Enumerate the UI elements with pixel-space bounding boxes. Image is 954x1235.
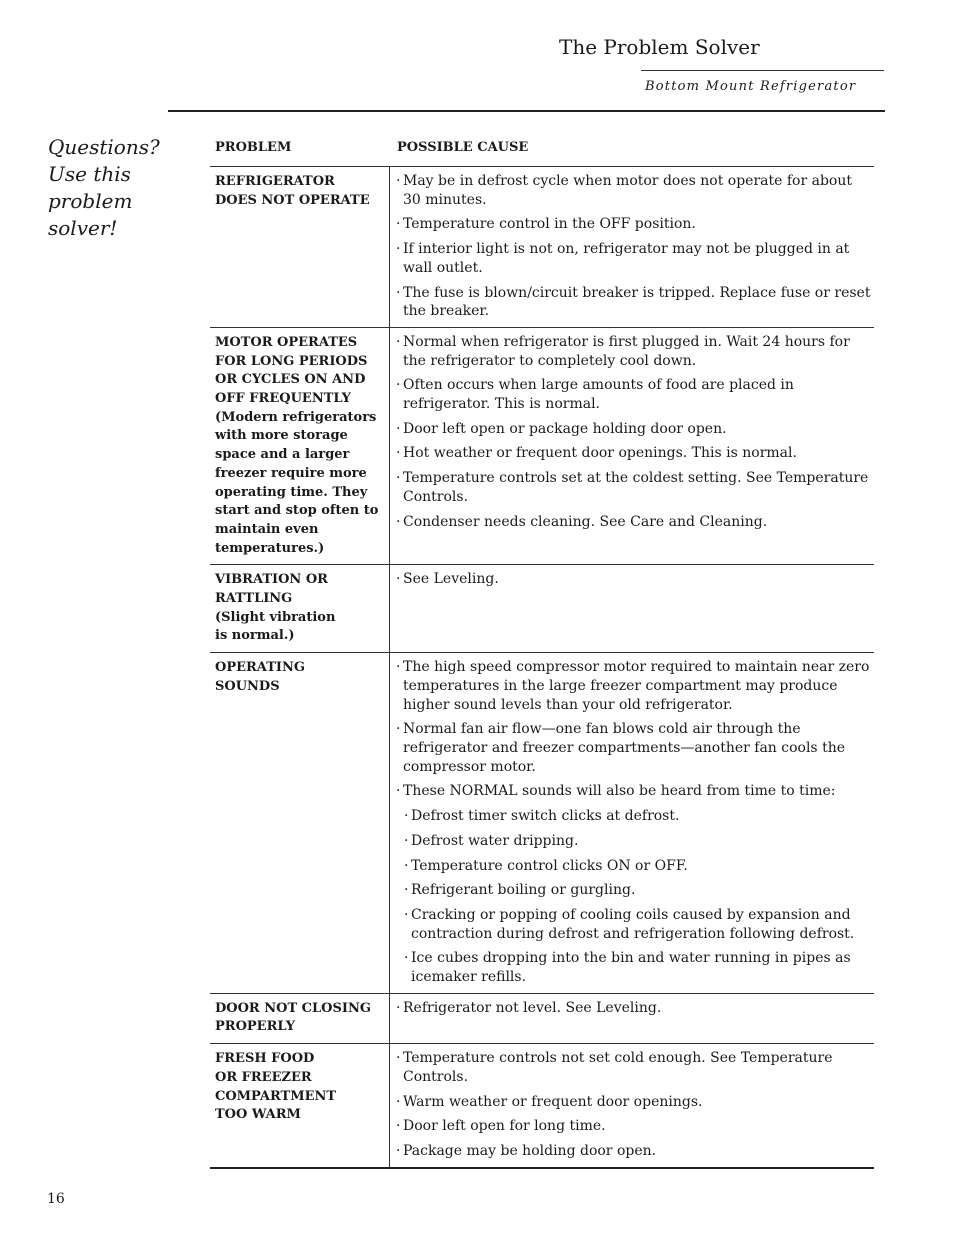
cause-sub-item: · Cracking or popping of cooling coils caused by expansion and contraction during defrost and refrigeration following defrost. bbox=[404, 906, 874, 943]
problem-text: operating time. They bbox=[215, 484, 368, 500]
problem-text: OR CYCLES ON AND bbox=[215, 372, 366, 388]
problem-text: PROPERLY bbox=[215, 1019, 295, 1035]
table-body bbox=[210, 167, 874, 1169]
sidebar-questions-note bbox=[48, 134, 163, 242]
table-header-row bbox=[210, 140, 874, 167]
page-subtitle: Bottom Mount Refrigerator bbox=[645, 79, 857, 94]
table-row bbox=[210, 167, 874, 328]
problem-text: VIBRATION OR bbox=[215, 572, 328, 588]
table-row bbox=[210, 328, 874, 565]
cause-item: · The high speed compressor motor required to maintain near zero temperatures in the large freezer compartment may produce higher sound levels than your old refrigerator. bbox=[396, 658, 874, 714]
cause-sub-item: · Defrost water dripping. bbox=[404, 832, 874, 851]
cause-item: · Normal fan air flow—one fan blows cold air through the refrigerator and freezer compartments—another fan cools the compressor motor. bbox=[396, 720, 874, 776]
problem-column-header: PROBLEM bbox=[215, 140, 292, 155]
sidebar-line: solver! bbox=[48, 216, 118, 240]
problem-text: FOR LONG PERIODS bbox=[215, 353, 368, 369]
problem-text: TOO WARM bbox=[215, 1107, 301, 1123]
cause-item: · May be in defrost cycle when motor does not operate for about 30 minutes. bbox=[396, 172, 874, 209]
cause-cell bbox=[390, 1044, 874, 1167]
page-title: The Problem Solver bbox=[559, 35, 760, 59]
problem-text: RATTLING bbox=[215, 591, 293, 607]
cause-cell bbox=[390, 565, 874, 652]
problem-cell bbox=[210, 328, 390, 564]
problem-text: freezer require more bbox=[215, 465, 367, 481]
problem-cell bbox=[210, 653, 390, 993]
cause-cell bbox=[390, 167, 874, 327]
cause-cell bbox=[390, 653, 874, 993]
problem-text: with more storage bbox=[215, 428, 348, 444]
table-row bbox=[210, 653, 874, 994]
cause-item: · The fuse is blown/circuit breaker is tripped. Replace fuse or reset the breaker. bbox=[396, 284, 874, 321]
problem-text: (Modern refrigerators bbox=[215, 409, 377, 425]
cause-item: · Warm weather or frequent door openings. bbox=[396, 1093, 874, 1112]
cause-item: · Temperature controls not set cold enough. See Temperature Controls. bbox=[396, 1049, 874, 1086]
cause-item: · If interior light is not on, refrigerator may not be plugged in at wall outlet. bbox=[396, 240, 874, 277]
problem-cell bbox=[210, 167, 390, 327]
table-row bbox=[210, 994, 874, 1044]
problem-cell bbox=[210, 994, 390, 1043]
cause-cell bbox=[390, 994, 874, 1043]
problem-text: FRESH FOOD bbox=[215, 1051, 315, 1067]
problem-text: SOUNDS bbox=[215, 678, 280, 694]
cause-item: · Often occurs when large amounts of food are placed in refrigerator. This is normal. bbox=[396, 376, 874, 413]
cause-sub-item: · Defrost timer switch clicks at defrost. bbox=[404, 807, 874, 826]
problem-text: start and stop often to bbox=[215, 503, 379, 519]
problem-text: temperatures.) bbox=[215, 540, 325, 556]
problem-text: DOES NOT OPERATE bbox=[215, 192, 370, 208]
cause-item: · Temperature control in the OFF position. bbox=[396, 215, 874, 234]
cause-item: · Door left open or package holding door open. bbox=[396, 420, 874, 439]
title-divider bbox=[641, 70, 884, 71]
problem-cell bbox=[210, 1044, 390, 1167]
problem-text: DOOR NOT CLOSING bbox=[215, 1000, 371, 1016]
problem-text: MOTOR OPERATES bbox=[215, 334, 358, 350]
cause-item: · Door left open for long time. bbox=[396, 1117, 874, 1136]
table-row bbox=[210, 1044, 874, 1169]
problem-text: OPERATING bbox=[215, 660, 305, 676]
problem-text: (Slight vibration bbox=[215, 609, 336, 625]
problem-text: is normal.) bbox=[215, 628, 295, 644]
problem-text: REFRIGERATOR bbox=[215, 174, 335, 189]
cause-sub-item: · Temperature control clicks ON or OFF. bbox=[404, 857, 874, 876]
cause-item: · These NORMAL sounds will also be heard from time to time: bbox=[396, 782, 874, 801]
sidebar-line: problem bbox=[48, 189, 133, 213]
problem-text: COMPARTMENT bbox=[215, 1088, 337, 1104]
problem-text: OR FREEZER bbox=[215, 1069, 312, 1085]
cause-item: · Hot weather or frequent door openings. This is normal. bbox=[396, 444, 874, 463]
problem-cell bbox=[210, 565, 390, 652]
header-divider bbox=[168, 110, 885, 112]
cause-sub-item: · Refrigerant boiling or gurgling. bbox=[404, 881, 874, 900]
problem-text: OFF FREQUENTLY bbox=[215, 391, 351, 407]
cause-cell bbox=[390, 328, 874, 564]
cause-item: · Temperature controls set at the coldest setting. See Temperature Controls. bbox=[396, 469, 874, 506]
table-row bbox=[210, 565, 874, 653]
page-number: 16 bbox=[47, 1191, 65, 1207]
cause-column-header: POSSIBLE CAUSE bbox=[397, 140, 529, 155]
cause-item: · Package may be holding door open. bbox=[396, 1142, 874, 1161]
cause-item: · Refrigerator not level. See Leveling. bbox=[396, 999, 874, 1018]
sidebar-line: Questions? bbox=[48, 135, 160, 159]
sidebar-line: Use this bbox=[48, 162, 131, 186]
cause-sub-item: · Ice cubes dropping into the bin and water running in pipes as icemaker refills. bbox=[404, 949, 874, 986]
problem-solver-table bbox=[210, 140, 874, 1169]
problem-text: space and a larger bbox=[215, 447, 350, 463]
cause-item: · Condenser needs cleaning. See Care and Cleaning. bbox=[396, 513, 874, 532]
cause-item: · See Leveling. bbox=[396, 570, 874, 589]
problem-text: maintain even bbox=[215, 521, 319, 537]
cause-item: · Normal when refrigerator is first plugged in. Wait 24 hours for the refrigerator to completely cool down. bbox=[396, 333, 874, 370]
